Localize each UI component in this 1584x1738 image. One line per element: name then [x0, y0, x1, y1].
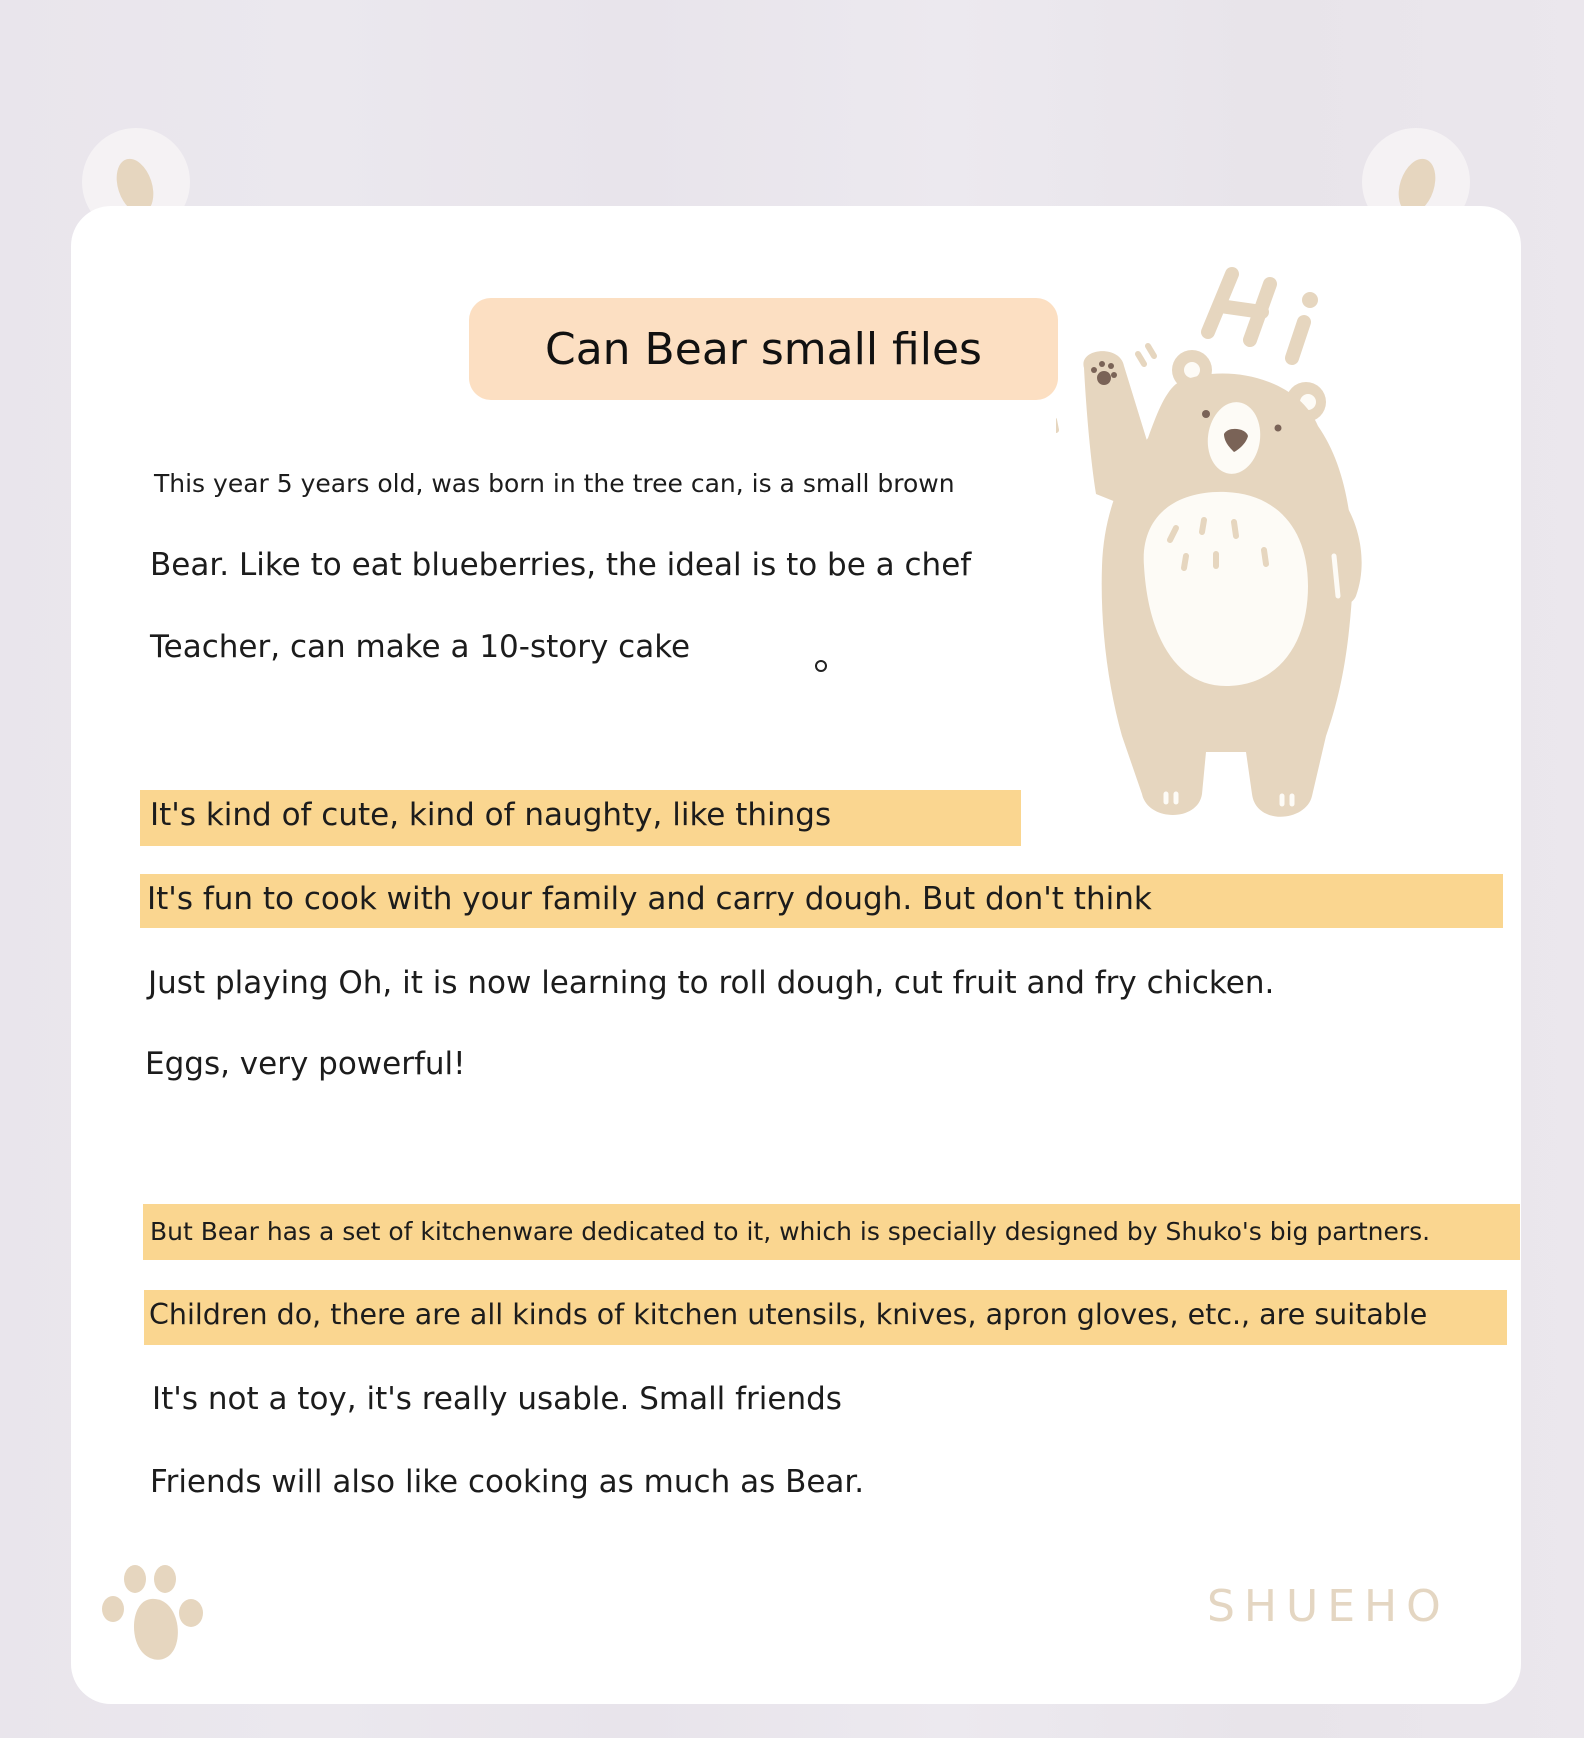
personality-line-3: Just playing Oh, it is now learning to roll dough, cut fruit and fry chicken. [148, 965, 1275, 1001]
title-banner [469, 298, 1058, 400]
kitchenware-line-2: Children do, there are all kinds of kitchen utensils, knives, apron gloves, etc., are suitable [149, 1298, 1428, 1331]
kitchenware-line-1: But Bear has a set of kitchenware dedicated to it, which is specially designed by Shuko's big partners. [150, 1217, 1431, 1246]
intro-line-2: Bear. Like to eat blueberries, the ideal is to be a chef [150, 547, 972, 583]
profile-card [71, 206, 1521, 1704]
kitchenware-line-3: It's not a toy, it's really usable. Small friends [152, 1381, 842, 1417]
circle-mark-icon [815, 660, 827, 672]
hi-greeting-icon [1208, 274, 1304, 358]
waving-bear-icon [1056, 266, 1386, 826]
page-title: Can Bear small files [545, 323, 982, 375]
brand-logo: SHUEHO [1207, 1581, 1450, 1632]
intro-line-3: Teacher, can make a 10-story cake [150, 629, 691, 665]
personality-line-4: Eggs, very powerful! [145, 1046, 466, 1082]
paw-print-icon [99, 1561, 219, 1671]
intro-line-1: This year 5 years old, was born in the tree can, is a small brown [154, 469, 955, 498]
personality-line-2: It's fun to cook with your family and carry dough. But don't think [147, 881, 1152, 917]
personality-line-1: It's kind of cute, kind of naughty, like things [150, 797, 832, 833]
kitchenware-line-4: Friends will also like cooking as much as Bear. [150, 1464, 865, 1500]
